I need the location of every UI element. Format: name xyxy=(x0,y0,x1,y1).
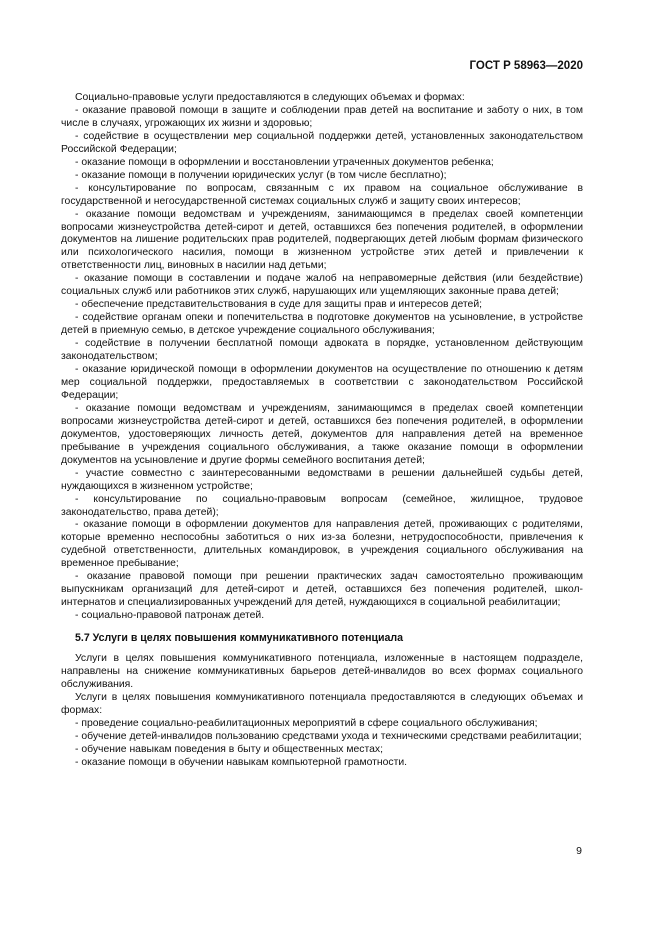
list-item: - оказание помощи в получении юридических услуг (в том числе бесплатно); xyxy=(75,169,447,181)
list-item: - оказание правовой помощи при решении практических задач самостоятельно проживающим выпускникам организаций для детей-сирот и детей, оставшихся без попечения родителей, школ-интернатов и специализированных учреждений для детей, нуждающихся в социальной реабилитации; xyxy=(61,571,583,609)
intro-paragraph: Социально-правовые услуги предоставляются в следующих объемах и формах: xyxy=(75,92,465,103)
list-item: - участие совместно с заинтересованными ведомствами в решении дальнейшей судьбы детей, нуждающихся в жизненном устройстве; xyxy=(61,467,583,492)
services-list-2 xyxy=(61,718,583,770)
list-item: - обучение детей-инвалидов пользованию средствами ухода и техническими средствами реабилитации; xyxy=(75,730,582,742)
list-item: - обучение навыкам поведения в быту и общественных местах; xyxy=(75,743,383,755)
page-number: 9 xyxy=(576,845,582,857)
list-item: - оказание правовой помощи в защите и соблюдении прав детей на воспитание и заботу о них, в том числе в случаях, угрожающих их жизни и здоровью; xyxy=(61,104,583,129)
list-item: - оказание помощи в обучении навыкам компьютерной грамотности. xyxy=(75,756,408,768)
list-item: - оказание юридической помощи в оформлении документов на осуществление по отношению к детям мер социальной поддержки, предоставляемых в соответствии с законодательством Российской Федерации; xyxy=(61,364,583,401)
list-item: - содействие в получении бесплатной помощи адвоката в порядке, установленном действующим законодательством; xyxy=(61,338,583,363)
document-code: ГОСТ Р 58963—2020 xyxy=(469,60,583,72)
section-title: 5.7 Услуги в целях повышения коммуникативного потенциала xyxy=(75,632,404,645)
list-item: - консультирование по вопросам, связанным с их правом на социальное обслуживание в государственной и негосударственной системах социальных служб и защиту своих интересов; xyxy=(61,182,583,207)
list-item: - оказание помощи в оформлении документов для направления детей, проживающих с родителями, которые временно неспособны заботиться о них из-за болезни, нетрудоспособности, привлечения к судебной ответственности, длительных командировок, в учреждения социального обслуживания на временное пребывание; xyxy=(61,519,583,570)
list-item: - оказание помощи в составлении и подаче жалоб на неправомерные действия (или бездействие) социальных служб или работников этих служб, нарушающих или ущемляющих законные права детей; xyxy=(61,273,583,298)
services-list-1 xyxy=(61,105,583,623)
list-item: - оказание помощи в оформлении и восстановлении утраченных документов ребенка; xyxy=(75,156,494,168)
list-item: - консультирование по социально-правовым вопросам (семейное, жилищное, трудовое законодательство, права детей); xyxy=(61,493,583,518)
list-item: - обеспечение представительствования в суде для защиты прав и интересов детей; xyxy=(75,299,483,311)
section-paragraph: Услуги в целях повышения коммуникативного потенциала, изложенные в настоящем подразделе, направлены на снижение коммуникативных барьеров детей-инвалидов во всех формах социального обслуживания. xyxy=(61,653,583,690)
list-item: - проведение социально-реабилитационных мероприятий в сфере социального обслуживания; xyxy=(75,717,538,729)
list-item: - оказание помощи ведомствам и учреждениям, занимающимся в пределах своей компетенции вопросами жизнеустройства детей-сирот и детей, оставшихся без попечения родителей, в оформлении документов на лишение родительских прав родителей, подвергающих детей любым формам физического или психологического насилия, помощи в жизненном устройстве этих детей и привлечении к ответственности лиц, виновных в насилии над детьми; xyxy=(61,208,583,272)
document-body xyxy=(61,92,583,770)
section-paragraph: Услуги в целях повышения коммуникативного потенциала предоставляются в следующих объемах и формах: xyxy=(61,691,583,716)
list-item: - социально-правовой патронаж детей. xyxy=(75,610,265,622)
list-item: - содействие в осуществлении мер социальной поддержки детей, установленных законодательством Российской Федерации; xyxy=(61,130,583,155)
list-item: - содействие органам опеки и попечительства в подготовке документов на усыновление, в устройстве детей в приемную семью, в детское учреждение социального обслуживания; xyxy=(61,312,583,337)
list-item: - оказание помощи ведомствам и учреждениям, занимающимся в пределах своей компетенции вопросами жизнеустройства детей-сирот и детей, оставшихся без попечения родителей, в оформлении документов, удостоверяющих личность детей, документов для направления детей на временное пребывание в учреждения социального обслуживания, а также оказание помощи в оформлении документов на усыновление и другие формы семейного воспитания детей; xyxy=(61,402,583,466)
